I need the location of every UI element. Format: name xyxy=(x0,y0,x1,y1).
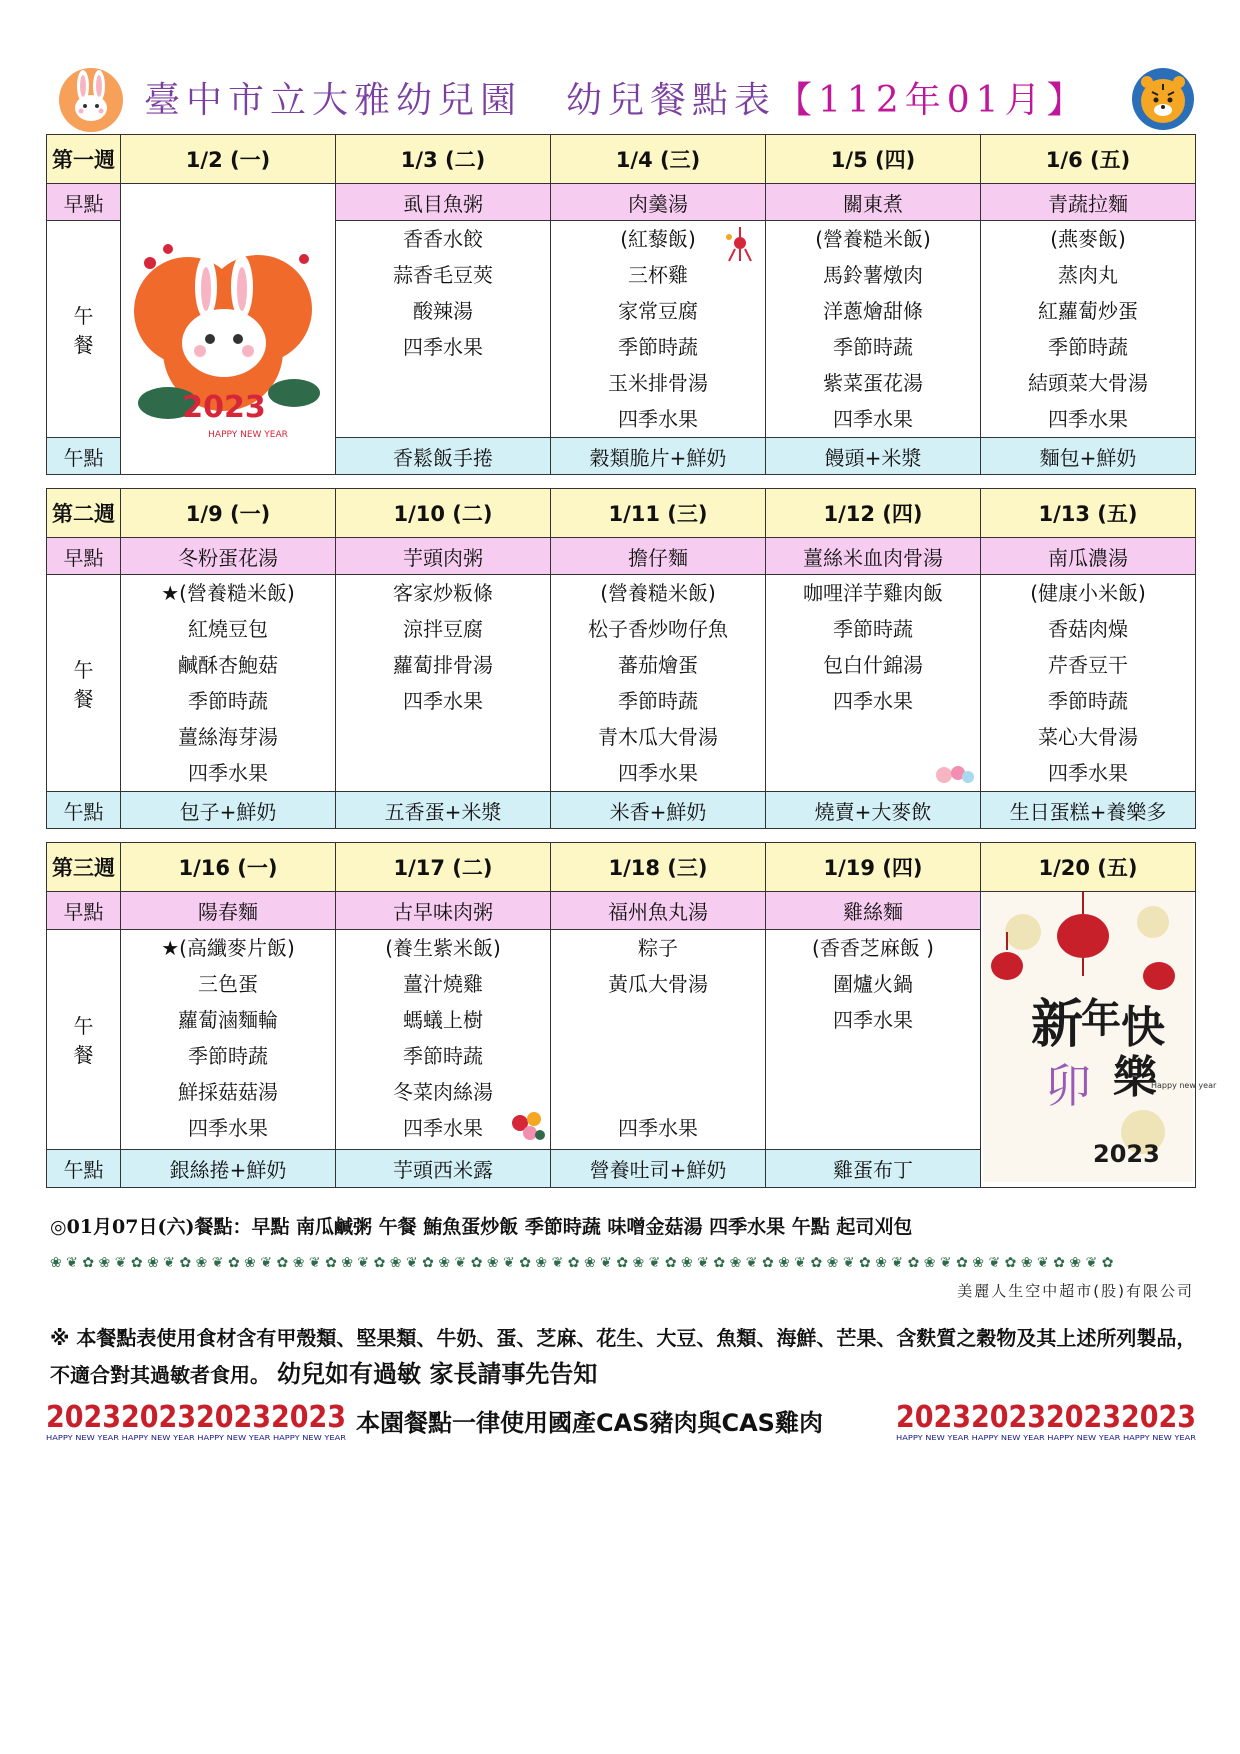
lunch-item: 季節時蔬 xyxy=(1048,335,1128,359)
lunch-item: 季節時蔬 xyxy=(833,335,913,359)
breakfast-cell: 芋頭肉粥 xyxy=(336,538,551,575)
lunch-item: 鮮採菇菇湯 xyxy=(178,1079,278,1104)
greeting-char: 年 xyxy=(1081,995,1121,1042)
breakfast-cell: 雞絲麵 xyxy=(766,892,981,930)
lunch-cell xyxy=(766,929,981,1150)
day-header: 1/12 (四) xyxy=(766,489,981,538)
lunch-label-char: 餐 xyxy=(73,333,94,357)
lunch-item: 薑絲海芽湯 xyxy=(178,725,278,749)
breakfast-row xyxy=(47,184,1196,221)
day-header: 1/11 (三) xyxy=(551,489,766,538)
lunch-item: 紫菜蛋花湯 xyxy=(823,371,923,395)
lunch-item: 香香水餃 xyxy=(403,227,483,251)
band-year-text: 2023202320232023 xyxy=(896,1400,1196,1435)
lunch-cell xyxy=(551,221,766,438)
snack-label: 午點 xyxy=(47,438,121,475)
snack-cell: 銀絲捲+鮮奶 xyxy=(121,1150,336,1188)
lunch-item: 圍爐火鍋 xyxy=(833,971,913,996)
day-header: 1/16 (一) xyxy=(121,843,336,892)
snack-row xyxy=(47,792,1196,829)
lunch-item: (燕麥飯) xyxy=(1050,227,1126,251)
lunch-item: (養生紫米飯) xyxy=(385,935,501,960)
picture-year-text: 2023 xyxy=(182,389,266,425)
lunch-item: (香香芝麻飯 ) xyxy=(812,935,934,960)
day-header: 1/6 (五) xyxy=(981,135,1196,184)
lunch-item: 季節時蔬 xyxy=(188,1043,268,1068)
snack-cell: 饅頭+米漿 xyxy=(766,438,981,475)
breakfast-cell: 古早味肉粥 xyxy=(336,892,551,930)
lunch-item: 四季水果 xyxy=(403,689,483,713)
meat-origin-banner xyxy=(46,1395,1196,1443)
lunch-item: 松子香炒吻仔魚 xyxy=(588,617,728,641)
rabbit-2023-illustration xyxy=(128,203,328,451)
lunch-item: (營養糙米飯) xyxy=(815,227,931,251)
lunch-item: 紅燒豆包 xyxy=(188,617,268,641)
lunch-item: (紅藜飯) xyxy=(620,227,696,251)
breakfast-cell: 福州魚丸湯 xyxy=(551,892,766,930)
menu-title: 幼兒餐點表 xyxy=(566,80,777,121)
lunch-item: 洋蔥燴甜條 xyxy=(823,299,923,323)
breakfast-cell: 虱目魚粥 xyxy=(336,184,551,221)
lunch-item: 季節時蔬 xyxy=(188,689,268,713)
lunch-item: 蒸肉丸 xyxy=(1058,263,1118,287)
lunch-cell xyxy=(981,575,1196,792)
snack-cell: 五香蛋+米漿 xyxy=(336,792,551,829)
snack-cell: 芋頭西米露 xyxy=(336,1150,551,1188)
new-year-band-decoration xyxy=(46,1395,346,1443)
lunch-item: 蒜香毛豆莢 xyxy=(393,263,493,287)
allergy-text: ※ 本餐點表使用食材含有甲殼類、堅果類、牛奶、蛋、芝麻、花生、大豆、魚類、海鮮、芒果、含麩質之穀物及其上述所列製品，不適合對其過敏者食用。 xyxy=(50,1326,1197,1387)
lunch-item: 玉米排骨湯 xyxy=(608,371,708,395)
lunch-item: ★(高纖麥片飯) xyxy=(161,935,295,960)
day-header: 1/9 (一) xyxy=(121,489,336,538)
week-3-table xyxy=(46,842,1217,1188)
week-label: 第二週 xyxy=(47,489,121,538)
lunch-label xyxy=(47,929,121,1150)
lunch-label xyxy=(47,221,121,438)
lunch-item: 家常豆腐 xyxy=(618,299,698,323)
new-year-lantern-illustration xyxy=(983,892,1217,1182)
greeting-char: 新 xyxy=(1031,994,1084,1055)
lunch-cell xyxy=(336,929,551,1150)
lunch-item: 結頭菜大骨湯 xyxy=(1028,371,1148,395)
lunch-row xyxy=(47,575,1196,792)
lunch-item xyxy=(551,1038,765,1074)
lunch-item: 季節時蔬 xyxy=(618,335,698,359)
snack-cell: 包子+鮮奶 xyxy=(121,792,336,829)
lunch-cell xyxy=(981,221,1196,438)
new-year-rabbit-picture xyxy=(121,184,336,475)
supplier-company: 美麗人生空中超市(股)有限公司 xyxy=(957,1282,1194,1300)
lunch-item: 粽子 xyxy=(638,935,678,960)
knot-ornament-icon xyxy=(723,225,757,263)
day-header: 1/10 (二) xyxy=(336,489,551,538)
school-name: 臺中市立大雅幼兒園 xyxy=(144,80,523,121)
lunch-item: 薑汁燒雞 xyxy=(403,971,483,996)
breakfast-cell: 冬粉蛋花湯 xyxy=(121,538,336,575)
lunch-item: 香菇肉燥 xyxy=(1048,617,1128,641)
lunch-item: 青木瓜大骨湯 xyxy=(598,725,718,749)
greeting-char: 快 xyxy=(1121,1002,1165,1053)
lunch-cell xyxy=(551,929,766,1150)
lunch-cell xyxy=(336,575,551,792)
lunch-label-char: 午 xyxy=(73,658,94,682)
flower-bouquet-icon xyxy=(506,1107,548,1147)
lunch-item: 四季水果 xyxy=(1048,761,1128,785)
breakfast-row xyxy=(47,892,1196,930)
day-header: 1/3 (二) xyxy=(336,135,551,184)
lunch-label-char: 餐 xyxy=(73,1043,94,1068)
picture-year-text: 2023 xyxy=(1093,1140,1160,1168)
lunch-item: 四季水果 xyxy=(618,1115,698,1140)
lunch-item: 季節時蔬 xyxy=(1048,689,1128,713)
week-label: 第一週 xyxy=(47,135,121,184)
breakfast-cell: 南瓜濃湯 xyxy=(981,538,1196,575)
snack-cell: 麵包+鮮奶 xyxy=(981,438,1196,475)
page-header xyxy=(46,62,1196,132)
lunch-item: 四季水果 xyxy=(618,761,698,785)
lunch-label xyxy=(47,575,121,792)
day-header: 1/17 (二) xyxy=(336,843,551,892)
greeting-char: 樂 xyxy=(1113,1052,1157,1103)
lunch-item: 四季水果 xyxy=(833,1007,913,1032)
lunch-item: 四季水果 xyxy=(618,407,698,431)
page-title xyxy=(144,72,1089,123)
saturday-meal-note: ◎01月07日(六)餐點：早點 南瓜鹹粥 午餐 鮪魚蛋炒飯 季節時蔬 味噌金菇湯 四季水果 午點 起司刈包 xyxy=(50,1216,913,1238)
meat-origin-text: 本園餐點一律使用國產CAS豬肉與CAS雞肉 xyxy=(356,1409,823,1437)
breakfast-label: 早點 xyxy=(47,184,121,221)
snack-cell: 生日蛋糕+養樂多 xyxy=(981,792,1196,829)
allergy-notice: 幼兒如有過敏 家長請事先告知 xyxy=(276,1360,598,1388)
lunch-item: 涼拌豆腐 xyxy=(403,617,483,641)
day-header: 1/18 (三) xyxy=(551,843,766,892)
day-header: 1/4 (三) xyxy=(551,135,766,184)
lunch-item: 紅蘿蔔炒蛋 xyxy=(1038,299,1138,323)
lunch-item: 蘿蔔滷麵輪 xyxy=(178,1007,278,1032)
breakfast-cell: 青蔬拉麵 xyxy=(981,184,1196,221)
week-header-row xyxy=(47,135,1196,184)
snack-cell: 營養吐司+鮮奶 xyxy=(551,1150,766,1188)
band-greeting-text: HAPPY NEW YEAR HAPPY NEW YEAR HAPPY NEW YEAR HAPPY NEW YEAR xyxy=(896,1434,1197,1442)
lunch-item: 四季水果 xyxy=(188,761,268,785)
snack-cell: 米香+鮮奶 xyxy=(551,792,766,829)
lunch-item: 三色蛋 xyxy=(198,971,258,996)
lunch-item: 客家炒粄條 xyxy=(393,581,493,605)
lunch-item: 黃瓜大骨湯 xyxy=(608,971,708,996)
breakfast-label: 早點 xyxy=(47,892,121,930)
lunch-cell xyxy=(121,575,336,792)
lunch-item: 冬菜肉絲湯 xyxy=(393,1079,493,1104)
lunch-cell xyxy=(121,929,336,1150)
lunch-item: 咖哩洋芋雞肉飯 xyxy=(803,581,943,605)
week-1-table xyxy=(46,134,1196,475)
lunch-label-char: 午 xyxy=(73,304,94,328)
lunch-item: 包白什錦湯 xyxy=(823,653,923,677)
lunch-item: 蘿蔔排骨湯 xyxy=(393,653,493,677)
lunch-cell xyxy=(551,575,766,792)
breakfast-row xyxy=(47,538,1196,575)
lunch-item: 四季水果 xyxy=(833,689,913,713)
day-header: 1/20 (五) xyxy=(981,843,1196,892)
new-year-band-decoration xyxy=(896,1395,1196,1443)
lunch-item: 四季水果 xyxy=(833,407,913,431)
lunch-item: 四季水果 xyxy=(403,335,483,359)
lunch-item: 酸辣湯 xyxy=(413,299,473,323)
lunch-item: 四季水果 xyxy=(403,1115,483,1140)
lunch-item: 三杯雞 xyxy=(628,263,688,287)
band-greeting-text: HAPPY NEW YEAR HAPPY NEW YEAR HAPPY NEW YEAR HAPPY NEW YEAR xyxy=(46,1434,347,1442)
snack-cell: 穀類脆片+鮮奶 xyxy=(551,438,766,475)
band-year-text: 2023202320232023 xyxy=(46,1400,346,1435)
lunch-item: (營養糙米飯) xyxy=(600,581,716,605)
menu-month: 【112年01月】 xyxy=(776,80,1089,121)
snack-cell: 雞蛋布丁 xyxy=(766,1150,981,1188)
lunch-item: 四季水果 xyxy=(1048,407,1128,431)
snack-label: 午點 xyxy=(47,792,121,829)
lunch-label-char: 午 xyxy=(73,1014,94,1039)
lunch-cell xyxy=(766,221,981,438)
tiger-icon xyxy=(1130,66,1196,132)
lunch-item: 螞蟻上樹 xyxy=(403,1007,483,1032)
picture-greeting-text: HAPPY NEW YEAR xyxy=(208,429,288,440)
lunch-item: 蕃茄燴蛋 xyxy=(618,653,698,677)
decorative-border: ❀ ❦ ✿ ❀ ❦ ✿ ❀ ❦ ✿ ❀ ❦ ✿ ❀ ❦ ✿ ❀ ❦ ✿ ❀ ❦ ✿ ❀ ❦ ✿ ❀ ❦ ✿ ❀ ❦ ✿ ❀ ❦ ✿ ❀ ❦ ✿ ❀ ❦ ✿ ❀ ❦ ✿ ❀ ❦ ✿ ❀ ❦ ✿ ❀ ❦ ✿ ❀ ❦ ✿ ❀ ❦ ✿ ❀ ❦ ✿ ❀ ❦ ✿ ❀ ❦ ✿ xyxy=(50,1255,1114,1271)
week-header-row xyxy=(47,489,1196,538)
lunch-item: (健康小米飯) xyxy=(1030,581,1146,605)
rabbit-icon xyxy=(56,62,126,132)
lunch-label-char: 餐 xyxy=(73,687,94,711)
lunch-item: 季節時蔬 xyxy=(403,1043,483,1068)
lunch-item: 馬鈴薯燉肉 xyxy=(823,263,923,287)
lunch-item: ★(營養糙米飯) xyxy=(161,581,295,605)
week-label: 第三週 xyxy=(47,843,121,892)
lunch-item xyxy=(551,1074,765,1110)
week-header-row xyxy=(47,843,1196,892)
breakfast-cell: 肉羹湯 xyxy=(551,184,766,221)
snack-cell: 香鬆飯手捲 xyxy=(336,438,551,475)
day-header: 1/13 (五) xyxy=(981,489,1196,538)
flower-decoration-icon xyxy=(932,761,976,787)
lunch-item xyxy=(551,1002,765,1038)
breakfast-label: 早點 xyxy=(47,538,121,575)
lunch-cell xyxy=(766,575,981,792)
breakfast-cell: 關東煮 xyxy=(766,184,981,221)
day-header: 1/5 (四) xyxy=(766,135,981,184)
lunch-item: 鹹酥杏鮑菇 xyxy=(178,653,278,677)
allergy-warning xyxy=(50,1320,1200,1393)
lunch-item: 季節時蔬 xyxy=(833,617,913,641)
breakfast-cell: 擔仔麵 xyxy=(551,538,766,575)
day-header: 1/2 (一) xyxy=(121,135,336,184)
lunch-item: 季節時蔬 xyxy=(618,689,698,713)
lunch-cell xyxy=(336,221,551,438)
lunch-item: 四季水果 xyxy=(188,1115,268,1140)
week-2-table xyxy=(46,488,1196,829)
picture-small-greeting: Happy new year xyxy=(1151,1081,1217,1090)
snack-cell: 燒賣+大麥飲 xyxy=(766,792,981,829)
breakfast-cell: 陽春麵 xyxy=(121,892,336,930)
day-header: 1/19 (四) xyxy=(766,843,981,892)
lunch-item: 菜心大骨湯 xyxy=(1038,725,1138,749)
new-year-greeting-picture xyxy=(981,892,1217,1188)
lunch-item: 芹香豆干 xyxy=(1048,653,1128,677)
snack-label: 午點 xyxy=(47,1150,121,1188)
rabbit-character: 卯 xyxy=(1045,1059,1091,1113)
breakfast-cell: 薑絲米血肉骨湯 xyxy=(766,538,981,575)
